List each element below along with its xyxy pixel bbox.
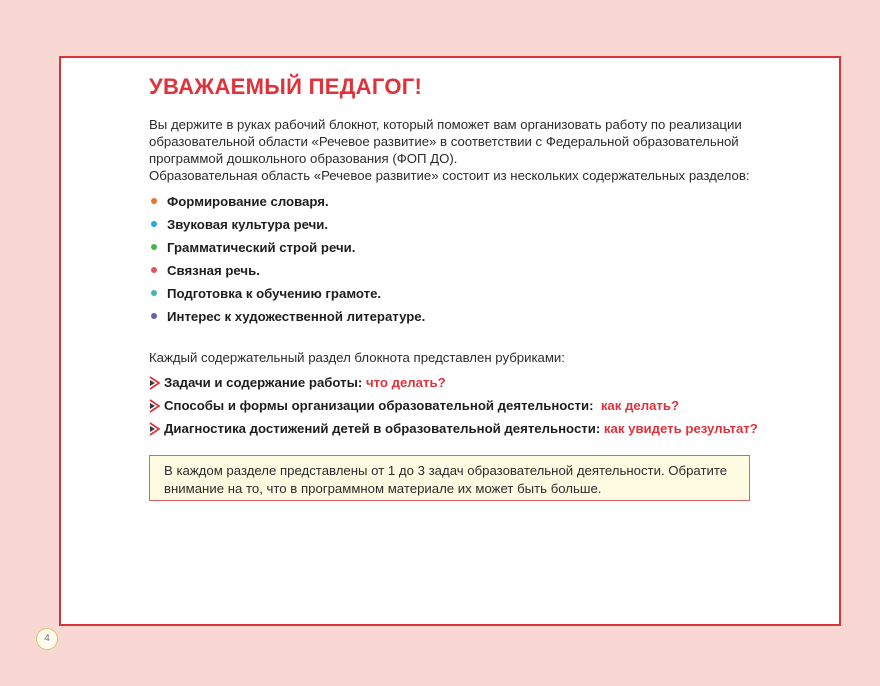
section-label: Интерес к художественной литературе. (167, 309, 426, 324)
bullet-dot-icon (151, 290, 157, 296)
page-title: УВАЖАЕМЫЙ ПЕДАГОГ! (149, 74, 423, 99)
page-number: 4 (36, 628, 58, 650)
section-label: Грамматический строй речи. (167, 240, 356, 255)
bullet-dot-icon (151, 267, 157, 273)
pencil-marker-icon (149, 422, 160, 436)
rubric-accent: как делать? (600, 398, 680, 413)
rubric-item (149, 417, 769, 440)
rubrics-intro: Каждый содержательный раздел блокнота представлен рубриками: (149, 350, 565, 365)
intro-paragraph-2: Образовательная область «Речевое развитие» состоит из нескольких содержательных разделов: (149, 168, 750, 183)
pencil-marker-icon (149, 399, 160, 413)
sections-list (149, 190, 769, 328)
section-item (149, 282, 769, 305)
section-label: Звуковая культура речи. (167, 217, 329, 232)
pencil-marker-icon (149, 376, 160, 390)
rubric-item (149, 394, 769, 417)
rubric-label: Задачи и содержание работы: (164, 375, 363, 390)
section-label: Подготовка к обучению грамоте. (167, 286, 382, 301)
bullet-dot-icon (151, 221, 157, 227)
note-box: В каждом разделе представлены от 1 до 3 задач образовательной деятельности. Обратите внимание на то, что в программном материале их может быть больше. (149, 455, 750, 501)
section-item (149, 236, 769, 259)
section-item (149, 305, 769, 328)
bullet-dot-icon (151, 244, 157, 250)
page-content (149, 74, 769, 440)
rubric-accent: что делать? (365, 375, 446, 390)
section-item (149, 213, 769, 236)
section-label: Связная речь. (167, 263, 260, 278)
section-item (149, 259, 769, 282)
bullet-dot-icon (151, 313, 157, 319)
intro-text (149, 116, 769, 184)
section-label: Формирование словаря. (167, 194, 329, 209)
intro-paragraph-1: Вы держите в руках рабочий блокнот, который поможет вам организовать работу по реализации образовательной области «Речевое развитие» в соответствии с Федеральной образовательной программой дошкольного образования (ФОП ДО). (149, 117, 742, 166)
section-item (149, 190, 769, 213)
rubric-label: Способы и формы организации образовательной деятельности: (164, 398, 594, 413)
rubric-label: Диагностика достижений детей в образовательной деятельности: (164, 421, 601, 436)
bullet-dot-icon (151, 198, 157, 204)
rubric-item (149, 371, 769, 394)
rubrics-list (149, 371, 769, 440)
rubric-accent: как увидеть результат? (603, 421, 758, 436)
